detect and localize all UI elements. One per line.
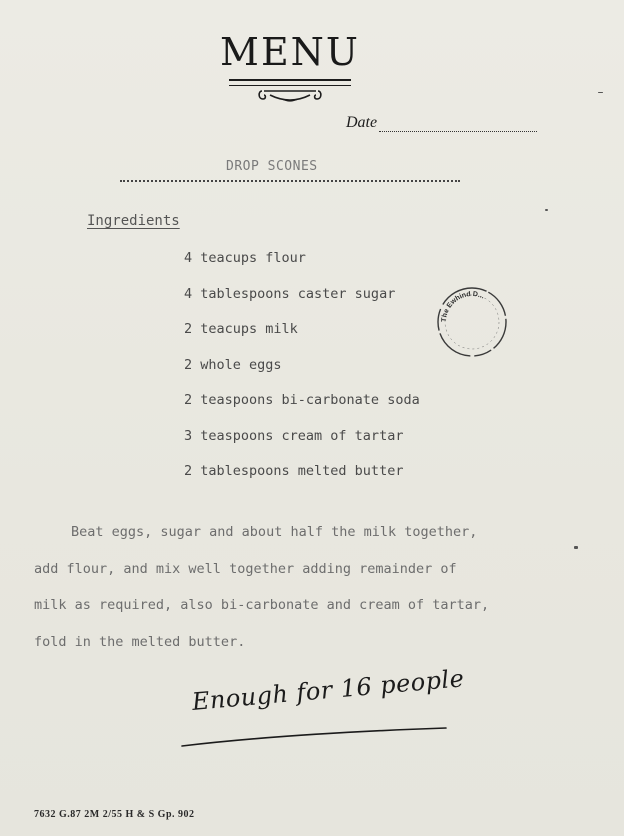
- ingredient-item: 2 teaspoons bi-carbonate soda: [184, 392, 420, 408]
- ingredient-item: 3 teaspoons cream of tartar: [184, 427, 404, 444]
- title-rule-thick: [229, 79, 351, 81]
- ingredients-heading: Ingredients: [87, 213, 180, 229]
- menu-title: MENU: [220, 30, 360, 74]
- recipe-title-dotted-line: [120, 180, 460, 182]
- ingredient-item: 4 tablespoons caster sugar: [184, 285, 396, 302]
- method-paragraph: [34, 514, 534, 660]
- title-rule-thin: [229, 85, 351, 86]
- handwritten-underline: [180, 722, 450, 752]
- ink-stamp-icon: [432, 282, 512, 362]
- date-field: [346, 114, 537, 132]
- paper-speck: [598, 92, 603, 93]
- method-line: add flour, and mix well together adding remainder of: [34, 560, 457, 577]
- ingredient-list: [184, 250, 420, 499]
- method-line: fold in the melted butter.: [34, 633, 246, 650]
- method-line: Beat eggs, sugar and about half the milk together,: [71, 524, 478, 540]
- svg-text:The Ewhind D...: [441, 291, 485, 322]
- date-dotted-line: [379, 119, 537, 132]
- date-label: Date: [346, 114, 378, 131]
- print-code-footer: 7632 G.87 2M 2/55 H & S Gp. 902: [34, 809, 195, 820]
- ingredient-item: 4 teacups flour: [184, 250, 306, 266]
- scroll-ornament-icon: [256, 87, 324, 107]
- ingredient-item: 2 whole eggs: [184, 356, 282, 373]
- paper-speck: [574, 546, 578, 549]
- ingredient-item: 2 tablespoons melted butter: [184, 463, 404, 479]
- stamp-text: The Ewhind D...: [440, 290, 486, 323]
- recipe-title: DROP SCONES: [226, 159, 318, 174]
- ingredient-item: 2 teacups milk: [184, 321, 298, 337]
- paper-speck: [545, 209, 548, 211]
- handwritten-note: Enough for 16 people: [190, 664, 466, 716]
- method-line: milk as required, also bi-carbonate and cream of tartar,: [34, 597, 490, 613]
